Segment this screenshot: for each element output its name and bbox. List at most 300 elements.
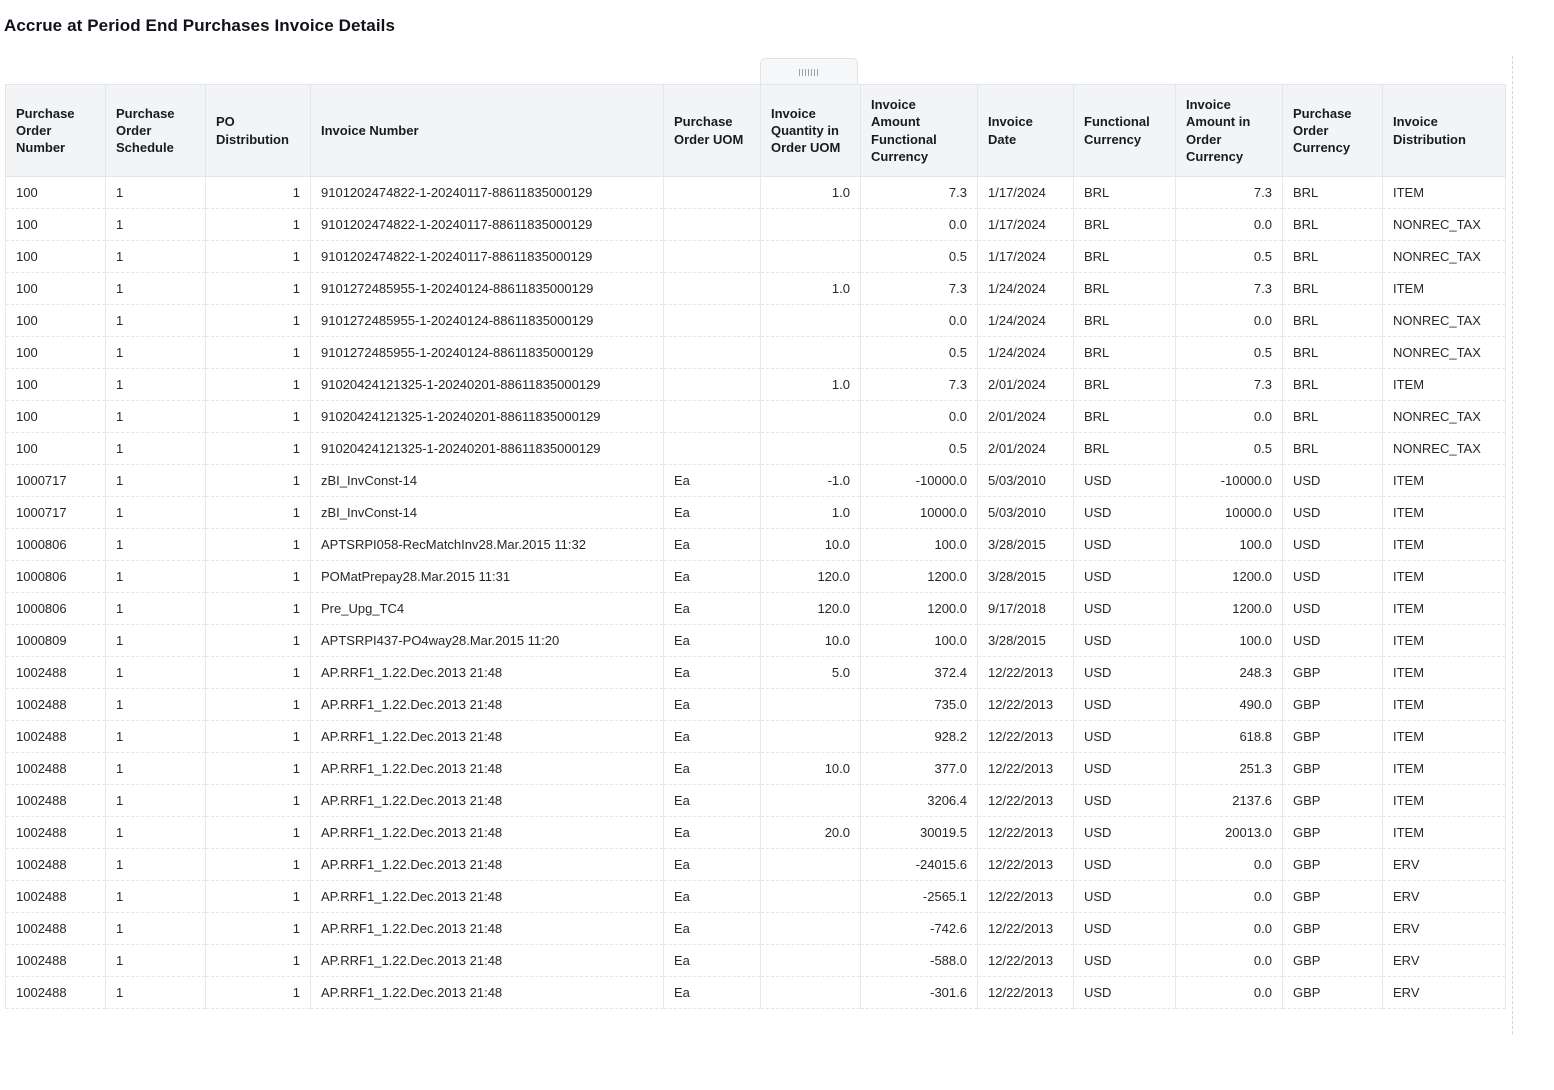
table-row <box>6 689 1506 721</box>
table-cell: NONREC_TAX <box>1383 337 1506 369</box>
table-cell: USD <box>1074 593 1176 625</box>
table-cell: 120.0 <box>761 593 861 625</box>
table-cell: GBP <box>1283 721 1383 753</box>
table-cell <box>664 433 761 465</box>
table-cell: 1002488 <box>6 689 106 721</box>
table-cell: 251.3 <box>1176 753 1283 785</box>
table-cell: 100 <box>6 369 106 401</box>
table-cell: 1 <box>106 689 206 721</box>
table-cell: 100.0 <box>861 625 978 657</box>
table-cell: 20.0 <box>761 817 861 849</box>
table-cell: 7.3 <box>861 273 978 305</box>
table-cell: 12/22/2013 <box>978 721 1074 753</box>
table-cell: 1 <box>106 177 206 209</box>
table-cell <box>761 881 861 913</box>
column-header[interactable]: Purchase Order UOM <box>664 85 761 177</box>
table-cell: 12/22/2013 <box>978 945 1074 977</box>
table-cell: 2/01/2024 <box>978 433 1074 465</box>
table-cell: 100 <box>6 305 106 337</box>
table-cell: 1000717 <box>6 497 106 529</box>
table-cell: ITEM <box>1383 721 1506 753</box>
table-row <box>6 785 1506 817</box>
table-cell: 1000806 <box>6 593 106 625</box>
table-cell: Ea <box>664 465 761 497</box>
table-cell: 100.0 <box>1176 529 1283 561</box>
table-cell: USD <box>1283 465 1383 497</box>
table-cell <box>761 689 861 721</box>
table-cell: 12/22/2013 <box>978 753 1074 785</box>
table-cell: BRL <box>1283 433 1383 465</box>
table-cell: 9101202474822-1-20240117-88611835000129 <box>311 241 664 273</box>
table-row <box>6 753 1506 785</box>
table-cell <box>761 849 861 881</box>
table-cell: GBP <box>1283 753 1383 785</box>
table-cell: BRL <box>1074 305 1176 337</box>
table-cell: BRL <box>1074 433 1176 465</box>
table-cell: ITEM <box>1383 465 1506 497</box>
table-cell: USD <box>1074 945 1176 977</box>
table-cell: 1002488 <box>6 721 106 753</box>
table-cell: USD <box>1283 497 1383 529</box>
table-cell: USD <box>1074 625 1176 657</box>
table-cell: 1 <box>106 209 206 241</box>
table-cell <box>761 945 861 977</box>
table-cell <box>761 433 861 465</box>
table-cell: Ea <box>664 593 761 625</box>
table-row <box>6 369 1506 401</box>
table-cell: 1 <box>206 465 311 497</box>
table-row <box>6 177 1506 209</box>
column-header[interactable]: Invoice Amount in Order Currency <box>1176 85 1283 177</box>
table-cell: 2/01/2024 <box>978 369 1074 401</box>
table-cell: Ea <box>664 913 761 945</box>
table-cell: 1 <box>206 401 311 433</box>
table-cell: USD <box>1074 561 1176 593</box>
table-cell: USD <box>1074 657 1176 689</box>
table-cell <box>761 977 861 1009</box>
table-cell: 618.8 <box>1176 721 1283 753</box>
table-cell: ITEM <box>1383 529 1506 561</box>
table-cell: 1/24/2024 <box>978 337 1074 369</box>
table-cell: 1/17/2024 <box>978 177 1074 209</box>
table-cell: BRL <box>1283 369 1383 401</box>
table-cell: 1200.0 <box>861 593 978 625</box>
table-cell: 3/28/2015 <box>978 625 1074 657</box>
table-cell: -588.0 <box>861 945 978 977</box>
page-boundary-line <box>1512 56 1513 1034</box>
table-cell: ERV <box>1383 849 1506 881</box>
table-cell: 0.0 <box>1176 881 1283 913</box>
table-cell: 91020424121325-1-20240201-88611835000129 <box>311 433 664 465</box>
table-cell: BRL <box>1074 241 1176 273</box>
table-cell: 1 <box>106 529 206 561</box>
table-cell: 1 <box>106 817 206 849</box>
table-cell: 7.3 <box>861 369 978 401</box>
table-cell: 1.0 <box>761 497 861 529</box>
table-cell: 0.0 <box>861 401 978 433</box>
table-cell <box>761 209 861 241</box>
table-cell: 100 <box>6 177 106 209</box>
table-cell: Ea <box>664 497 761 529</box>
table-cell: Ea <box>664 849 761 881</box>
table-cell: 1 <box>106 465 206 497</box>
table-cell: USD <box>1074 689 1176 721</box>
table-cell: 1 <box>106 593 206 625</box>
table-row <box>6 817 1506 849</box>
table-cell: 1 <box>106 657 206 689</box>
table-cell: 91020424121325-1-20240201-88611835000129 <box>311 369 664 401</box>
table-cell: 1 <box>106 849 206 881</box>
table-cell: 100 <box>6 273 106 305</box>
table-row <box>6 273 1506 305</box>
table-cell: 1 <box>206 529 311 561</box>
table-row <box>6 433 1506 465</box>
table-row <box>6 913 1506 945</box>
table-cell: 100 <box>6 209 106 241</box>
table-cell: ITEM <box>1383 177 1506 209</box>
table-cell: 490.0 <box>1176 689 1283 721</box>
table-cell: 1 <box>106 305 206 337</box>
table-row <box>6 241 1506 273</box>
table-row <box>6 337 1506 369</box>
table-cell: 1 <box>106 401 206 433</box>
table-cell: ERV <box>1383 913 1506 945</box>
invoice-details-table <box>5 84 1506 1009</box>
table-cell: USD <box>1074 465 1176 497</box>
table-cell: 1 <box>206 177 311 209</box>
table-cell: -742.6 <box>861 913 978 945</box>
table-cell: 1.0 <box>761 177 861 209</box>
table-cell: AP.RRF1_1.22.Dec.2013 21:48 <box>311 657 664 689</box>
table-cell: 12/22/2013 <box>978 785 1074 817</box>
table-cell: 12/22/2013 <box>978 849 1074 881</box>
table-cell: ITEM <box>1383 593 1506 625</box>
column-header[interactable]: Purchase Order Currency <box>1283 85 1383 177</box>
table-cell: 1 <box>106 241 206 273</box>
table-cell: Ea <box>664 785 761 817</box>
table-cell: BRL <box>1074 209 1176 241</box>
table-cell: 1 <box>206 785 311 817</box>
table-cell: 1002488 <box>6 785 106 817</box>
table-cell: Ea <box>664 561 761 593</box>
table-cell <box>761 721 861 753</box>
table-cell: AP.RRF1_1.22.Dec.2013 21:48 <box>311 721 664 753</box>
table-cell: Ea <box>664 625 761 657</box>
table-cell: 0.0 <box>861 305 978 337</box>
table-row <box>6 561 1506 593</box>
table-cell: USD <box>1283 593 1383 625</box>
table-cell: Ea <box>664 657 761 689</box>
table-cell: Ea <box>664 529 761 561</box>
table-cell: 1002488 <box>6 817 106 849</box>
table-cell: 377.0 <box>861 753 978 785</box>
table-cell: 100 <box>6 337 106 369</box>
table-row <box>6 881 1506 913</box>
table-cell: -1.0 <box>761 465 861 497</box>
table-cell: 1200.0 <box>861 561 978 593</box>
table-cell: Ea <box>664 721 761 753</box>
table-cell <box>664 401 761 433</box>
table-cell: BRL <box>1283 337 1383 369</box>
table-cell: USD <box>1283 529 1383 561</box>
table-cell: 10000.0 <box>1176 497 1283 529</box>
table-cell: 0.5 <box>861 241 978 273</box>
table-cell: USD <box>1074 977 1176 1009</box>
table-cell: 9/17/2018 <box>978 593 1074 625</box>
table-cell: -24015.6 <box>861 849 978 881</box>
table-cell: 1 <box>206 337 311 369</box>
table-cell: GBP <box>1283 689 1383 721</box>
table-cell: 1 <box>206 913 311 945</box>
column-grab-handle[interactable] <box>760 58 858 85</box>
table-cell: GBP <box>1283 945 1383 977</box>
table-cell: 100.0 <box>1176 625 1283 657</box>
table-cell: BRL <box>1283 209 1383 241</box>
table-cell: 91020424121325-1-20240201-88611835000129 <box>311 401 664 433</box>
table-cell: 0.5 <box>1176 241 1283 273</box>
table-cell: 1 <box>206 369 311 401</box>
column-header[interactable]: Invoice Quantity in Order UOM <box>761 85 861 177</box>
table-row <box>6 849 1506 881</box>
table-cell: 9101272485955-1-20240124-88611835000129 <box>311 273 664 305</box>
table-cell: USD <box>1074 849 1176 881</box>
table-cell: 12/22/2013 <box>978 817 1074 849</box>
table-cell: BRL <box>1283 305 1383 337</box>
table-cell: 1000809 <box>6 625 106 657</box>
table-cell: 1/24/2024 <box>978 273 1074 305</box>
table-cell: 1 <box>206 497 311 529</box>
table-row <box>6 209 1506 241</box>
table-cell: 100 <box>6 433 106 465</box>
table-row <box>6 465 1506 497</box>
table-row <box>6 593 1506 625</box>
table-cell: USD <box>1074 913 1176 945</box>
table-cell: USD <box>1074 817 1176 849</box>
table-cell: POMatPrepay28.Mar.2015 11:31 <box>311 561 664 593</box>
table-cell <box>664 337 761 369</box>
table-cell: 1 <box>206 881 311 913</box>
table-cell: NONREC_TAX <box>1383 433 1506 465</box>
table-cell: 0.0 <box>861 209 978 241</box>
table-cell: GBP <box>1283 657 1383 689</box>
table-cell <box>664 177 761 209</box>
table-row <box>6 721 1506 753</box>
table-cell: GBP <box>1283 849 1383 881</box>
table-cell: 0.0 <box>1176 849 1283 881</box>
table-cell: 1002488 <box>6 945 106 977</box>
table-cell <box>761 401 861 433</box>
table-cell: 5.0 <box>761 657 861 689</box>
table-cell: AP.RRF1_1.22.Dec.2013 21:48 <box>311 785 664 817</box>
table-cell: 1 <box>206 593 311 625</box>
table-cell: 7.3 <box>1176 273 1283 305</box>
table-cell: 0.0 <box>1176 913 1283 945</box>
table-row <box>6 657 1506 689</box>
table-cell: 9101202474822-1-20240117-88611835000129 <box>311 209 664 241</box>
table-cell <box>761 337 861 369</box>
table-cell: 1 <box>206 273 311 305</box>
table-row <box>6 625 1506 657</box>
table-cell: 1 <box>106 977 206 1009</box>
table-cell: 1 <box>206 209 311 241</box>
table-cell <box>664 241 761 273</box>
table-cell: -10000.0 <box>861 465 978 497</box>
table-cell: 1 <box>206 305 311 337</box>
table-cell: Ea <box>664 945 761 977</box>
table-cell: 1000717 <box>6 465 106 497</box>
table-cell: 1/17/2024 <box>978 241 1074 273</box>
table-cell: ITEM <box>1383 561 1506 593</box>
table-cell: 0.0 <box>1176 977 1283 1009</box>
table-cell: USD <box>1074 785 1176 817</box>
table-cell: ITEM <box>1383 497 1506 529</box>
table-cell: AP.RRF1_1.22.Dec.2013 21:48 <box>311 753 664 785</box>
table-cell: 7.3 <box>1176 177 1283 209</box>
table-cell: -2565.1 <box>861 881 978 913</box>
table-cell: 12/22/2013 <box>978 977 1074 1009</box>
table-cell <box>664 305 761 337</box>
table-cell: 30019.5 <box>861 817 978 849</box>
table-cell: AP.RRF1_1.22.Dec.2013 21:48 <box>311 689 664 721</box>
table-cell: 100 <box>6 401 106 433</box>
table-cell: 1 <box>106 625 206 657</box>
table-cell: Ea <box>664 689 761 721</box>
table-cell: AP.RRF1_1.22.Dec.2013 21:48 <box>311 977 664 1009</box>
table-cell: AP.RRF1_1.22.Dec.2013 21:48 <box>311 817 664 849</box>
column-header[interactable]: Invoice Amount Functional Currency <box>861 85 978 177</box>
table-cell: ERV <box>1383 977 1506 1009</box>
table-cell: 1 <box>206 657 311 689</box>
table-cell: 1 <box>206 753 311 785</box>
table-cell: 1200.0 <box>1176 561 1283 593</box>
table-row <box>6 401 1506 433</box>
grip-icon <box>799 69 819 76</box>
column-header[interactable]: Purchase Order Number <box>6 85 106 177</box>
table-cell: 0.5 <box>861 433 978 465</box>
table-cell: USD <box>1074 529 1176 561</box>
table-cell: BRL <box>1283 401 1383 433</box>
table-cell: 1 <box>106 369 206 401</box>
table-cell <box>761 785 861 817</box>
table-cell: 1 <box>106 881 206 913</box>
table-cell: 12/22/2013 <box>978 689 1074 721</box>
table-cell: 5/03/2010 <box>978 497 1074 529</box>
column-header[interactable]: Invoice Distribution <box>1383 85 1506 177</box>
table-cell: ITEM <box>1383 369 1506 401</box>
table-row <box>6 497 1506 529</box>
table-cell: 1 <box>106 337 206 369</box>
table-cell: 12/22/2013 <box>978 657 1074 689</box>
table-cell: BRL <box>1074 273 1176 305</box>
table-cell: 1 <box>206 625 311 657</box>
table-cell: 372.4 <box>861 657 978 689</box>
table-cell: USD <box>1074 721 1176 753</box>
table-cell: 1002488 <box>6 753 106 785</box>
table-cell: BRL <box>1283 241 1383 273</box>
table-cell: ITEM <box>1383 273 1506 305</box>
table-cell: BRL <box>1074 369 1176 401</box>
table-cell: 1 <box>106 561 206 593</box>
table-cell: 7.3 <box>861 177 978 209</box>
invoice-details-table-container <box>5 84 1506 1030</box>
table-cell: AP.RRF1_1.22.Dec.2013 21:48 <box>311 881 664 913</box>
page-title: Accrue at Period End Purchases Invoice Details <box>4 16 396 35</box>
column-header[interactable]: PO Distribution <box>206 85 311 177</box>
table-cell: 10.0 <box>761 625 861 657</box>
table-row <box>6 529 1506 561</box>
table-cell: ITEM <box>1383 817 1506 849</box>
table-cell: AP.RRF1_1.22.Dec.2013 21:48 <box>311 945 664 977</box>
table-cell <box>664 209 761 241</box>
table-cell: 1002488 <box>6 881 106 913</box>
table-cell: GBP <box>1283 977 1383 1009</box>
table-cell: BRL <box>1074 401 1176 433</box>
table-header <box>6 85 1506 177</box>
table-cell: 1 <box>106 497 206 529</box>
table-cell: BRL <box>1283 273 1383 305</box>
table-cell: GBP <box>1283 817 1383 849</box>
table-cell: NONREC_TAX <box>1383 401 1506 433</box>
table-cell: Pre_Upg_TC4 <box>311 593 664 625</box>
table-cell: USD <box>1283 561 1383 593</box>
table-cell: AP.RRF1_1.22.Dec.2013 21:48 <box>311 913 664 945</box>
table-cell: 120.0 <box>761 561 861 593</box>
table-cell: 0.0 <box>1176 305 1283 337</box>
table-cell: 1002488 <box>6 913 106 945</box>
table-cell: USD <box>1074 497 1176 529</box>
column-header[interactable]: Functional Currency <box>1074 85 1176 177</box>
table-cell: 1 <box>206 689 311 721</box>
table-cell: NONREC_TAX <box>1383 209 1506 241</box>
table-cell: 3/28/2015 <box>978 529 1074 561</box>
table-cell: 100 <box>6 241 106 273</box>
table-cell: 735.0 <box>861 689 978 721</box>
table-cell: ITEM <box>1383 785 1506 817</box>
table-cell: 1/17/2024 <box>978 209 1074 241</box>
table-cell: ERV <box>1383 881 1506 913</box>
table-cell: Ea <box>664 753 761 785</box>
table-cell: USD <box>1283 625 1383 657</box>
table-cell: 20013.0 <box>1176 817 1283 849</box>
table-cell: 2/01/2024 <box>978 401 1074 433</box>
table-cell: GBP <box>1283 881 1383 913</box>
table-cell: 1.0 <box>761 273 861 305</box>
table-cell: 1 <box>206 849 311 881</box>
table-cell: 1 <box>106 753 206 785</box>
table-cell: 1 <box>106 785 206 817</box>
table-cell: 1 <box>106 273 206 305</box>
table-cell: -10000.0 <box>1176 465 1283 497</box>
table-cell: 1002488 <box>6 977 106 1009</box>
table-row <box>6 305 1506 337</box>
table-cell: 1.0 <box>761 369 861 401</box>
table-cell: BRL <box>1074 337 1176 369</box>
column-header[interactable]: Purchase Order Schedule <box>106 85 206 177</box>
table-cell: 0.0 <box>1176 401 1283 433</box>
column-header[interactable]: Invoice Date <box>978 85 1074 177</box>
table-cell: 0.5 <box>1176 337 1283 369</box>
column-header[interactable]: Invoice Number <box>311 85 664 177</box>
table-cell: 3206.4 <box>861 785 978 817</box>
table-cell: 12/22/2013 <box>978 913 1074 945</box>
table-cell: BRL <box>1283 177 1383 209</box>
table-cell: 1200.0 <box>1176 593 1283 625</box>
table-cell: NONREC_TAX <box>1383 241 1506 273</box>
table-cell <box>664 273 761 305</box>
table-cell: 1000806 <box>6 561 106 593</box>
table-cell: 1 <box>206 945 311 977</box>
table-cell: 1 <box>206 561 311 593</box>
